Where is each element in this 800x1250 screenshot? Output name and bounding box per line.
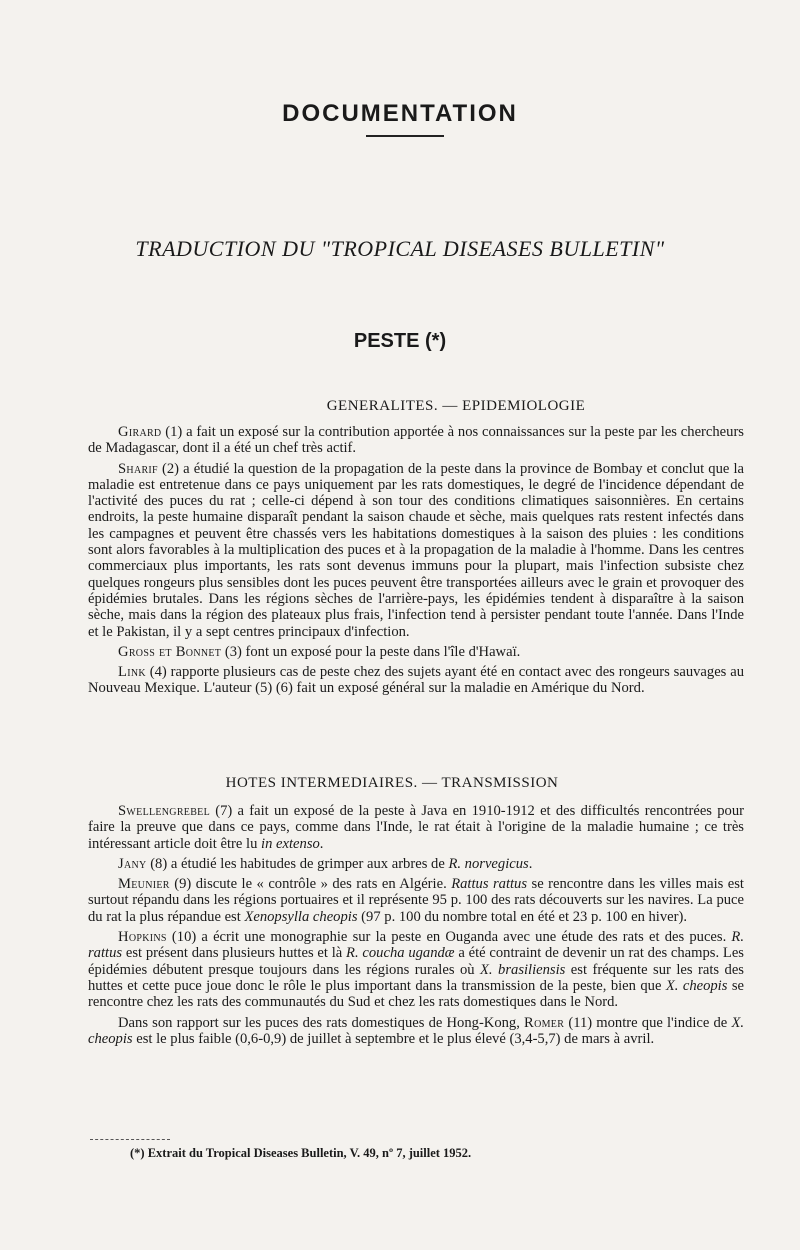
paragraph-text: est fréquente sur les rats des huttes et cette puce joue donc le rôle le plus important dans la transmission de la peste, bien que — [88, 961, 744, 994]
italic-term: X. brasiliensis — [480, 961, 566, 978]
author-name: Link — [118, 664, 146, 681]
italic-term: R. coucha ugandæ — [346, 945, 455, 962]
author-name: Sharif — [118, 460, 158, 477]
italic-term: R. norvegicus — [448, 855, 529, 872]
paragraph-text: . — [319, 835, 324, 852]
paragraph — [88, 803, 744, 852]
paragraph — [88, 461, 744, 640]
italic-term: Rattus rattus — [451, 876, 528, 893]
italic-term: R. rattus — [88, 929, 744, 962]
peste-heading: PESTE (*) — [353, 330, 447, 352]
paragraph-text: (7) a fait un exposé de la peste à Java en 1910-1912 et des difficultés rencontrées pour faire la preuve que dans ce pays, comme dans l'Inde, le rat était à l'origine de la maladie humaine ; ce très intéressant article doit être lu — [88, 803, 744, 852]
section-body-generalites — [88, 424, 744, 701]
paragraph-text: se rencontre chez les rats des communautés du Sud et chez les rats domestiques dans le Nord. — [88, 977, 744, 1011]
italic-term: Xenopsylla cheopis — [244, 908, 358, 925]
paragraph-text: (2) a étudié la question de la propagation de la peste dans la province de Bombay et conclut que la maladie est entretenue dans ce pays uniquement par les rats domestiques, le degré de l'incidence dépendant de l'activité des puces du rat ; celle-ci dépend à son tour des conditions climatiques saisonnières. En certains endroits, la peste humaine disparaît pendant la saison chaude et sèche, mais quelques rats restent infectés dans les campagnes et peuvent être chassés vers les habitations domestiques à la saison des pluies : les conditions sont alors favorables à la multiplication des puces et à la propagation de la maladie à l'homme. Dans les centres commerciaux plus importants, les rats sont devenus immuns pour la plupart, mais l'infection subsiste chez quelques rongeurs plus sensibles dont les puces peuvent être transportées ailleurs avec le grain et provoquer des épidémies brutales. Dans les régions sèches de l'arrière-pays, les épidémies tendent à disparaître à la saison sèche, mais dans la région des plateaux plus frais, l'infection tend à persister pendant toute l'année. Dans l'Inde et le Pakistan, il y a sept centres principaux d'infection. — [88, 460, 744, 640]
author-name: Girard — [118, 424, 162, 440]
paragraph-text: a été contraint de devenir un rat des champs. Les épidémies débutent presque toujours dans les régions rurales où — [88, 945, 744, 978]
paragraph-text: est le plus faible (0,6-0,9) de juillet à septembre et le plus élevé (3,4-5,7) de mars à avril. — [132, 1030, 655, 1047]
author-name: Meunier — [118, 876, 170, 893]
paragraph-text: (11) montre que l'indice de — [564, 1014, 732, 1031]
paragraph-text: (8) a étudié les habitudes de grimper aux arbres de — [146, 855, 449, 872]
section-title-hotes: HOTES INTERMEDIAIRES. — TRANSMISSION — [225, 775, 559, 791]
paragraph-text: (9) discute le « contrôle » des rats en Algérie. — [169, 876, 452, 893]
paragraph-text: est présent dans plusieurs huttes et là — [122, 945, 347, 962]
paragraph — [88, 929, 744, 1010]
section-body-hotes — [88, 803, 744, 1051]
paragraph-text: (10) a écrit une monographie sur la peste en Ouganda avec une étude des rats et des puces. — [166, 929, 732, 946]
paragraph — [88, 856, 744, 872]
author-name: Hopkins — [118, 929, 167, 946]
section-title-generalites: GENERALITES. — EPIDEMIOLOGIE — [326, 398, 586, 414]
paragraph-text: se rencontre dans les villes mais est surtout répandu dans les régions portuaires et il représente 95 p. 100 des rats découverts sur les navires. La puce du rat la plus répandue est — [88, 876, 744, 925]
paragraph — [88, 664, 744, 697]
paragraph — [88, 644, 744, 660]
paragraph — [88, 876, 744, 925]
author-name: Romer — [524, 1014, 565, 1031]
footnote: (*) Extrait du Tropical Diseases Bulletin, V. 49, nº 7, juillet 1952. — [130, 1146, 472, 1160]
paragraph — [88, 424, 744, 457]
paragraph-text: (4) rapporte plusieurs cas de peste chez des sujets ayant été en contact avec des rongeurs sauvages au Nouveau Mexique. L'auteur (5) (6) fait un exposé général sur la maladie en Amérique du Nord. — [88, 664, 744, 697]
italic-term: X. cheopis — [88, 1014, 745, 1047]
paragraph-text: . — [528, 855, 533, 872]
footnote-separator — [90, 1139, 170, 1140]
paragraph-text: Dans son rapport sur les puces des rats domestiques de Hong-Kong, — [118, 1014, 525, 1031]
paragraph-text: (1) a fait un exposé sur la contribution apportée à nos connaissances sur la peste par les chercheurs de Madagascar, dont il a été un chef très actif. — [88, 424, 744, 457]
italic-term: in extenso — [261, 835, 320, 852]
paragraph-text: (3) font un exposé pour la peste dans l'île d'Hawaï. — [221, 643, 521, 660]
paragraph-text: (97 p. 100 du nombre total en été et 23 p. 100 en hiver). — [357, 908, 688, 925]
author-name: Jany — [118, 855, 147, 872]
documentation-title: DOCUMENTATION — [282, 100, 518, 127]
author-name: Gross et Bonnet — [118, 643, 222, 660]
paragraph — [88, 1015, 744, 1048]
translation-heading: TRADUCTION DU "TROPICAL DISEASES BULLETIN" — [135, 236, 665, 261]
title-underline — [366, 135, 444, 137]
italic-term: X. cheopis — [665, 977, 728, 994]
author-name: Swellengrebel — [118, 803, 210, 819]
